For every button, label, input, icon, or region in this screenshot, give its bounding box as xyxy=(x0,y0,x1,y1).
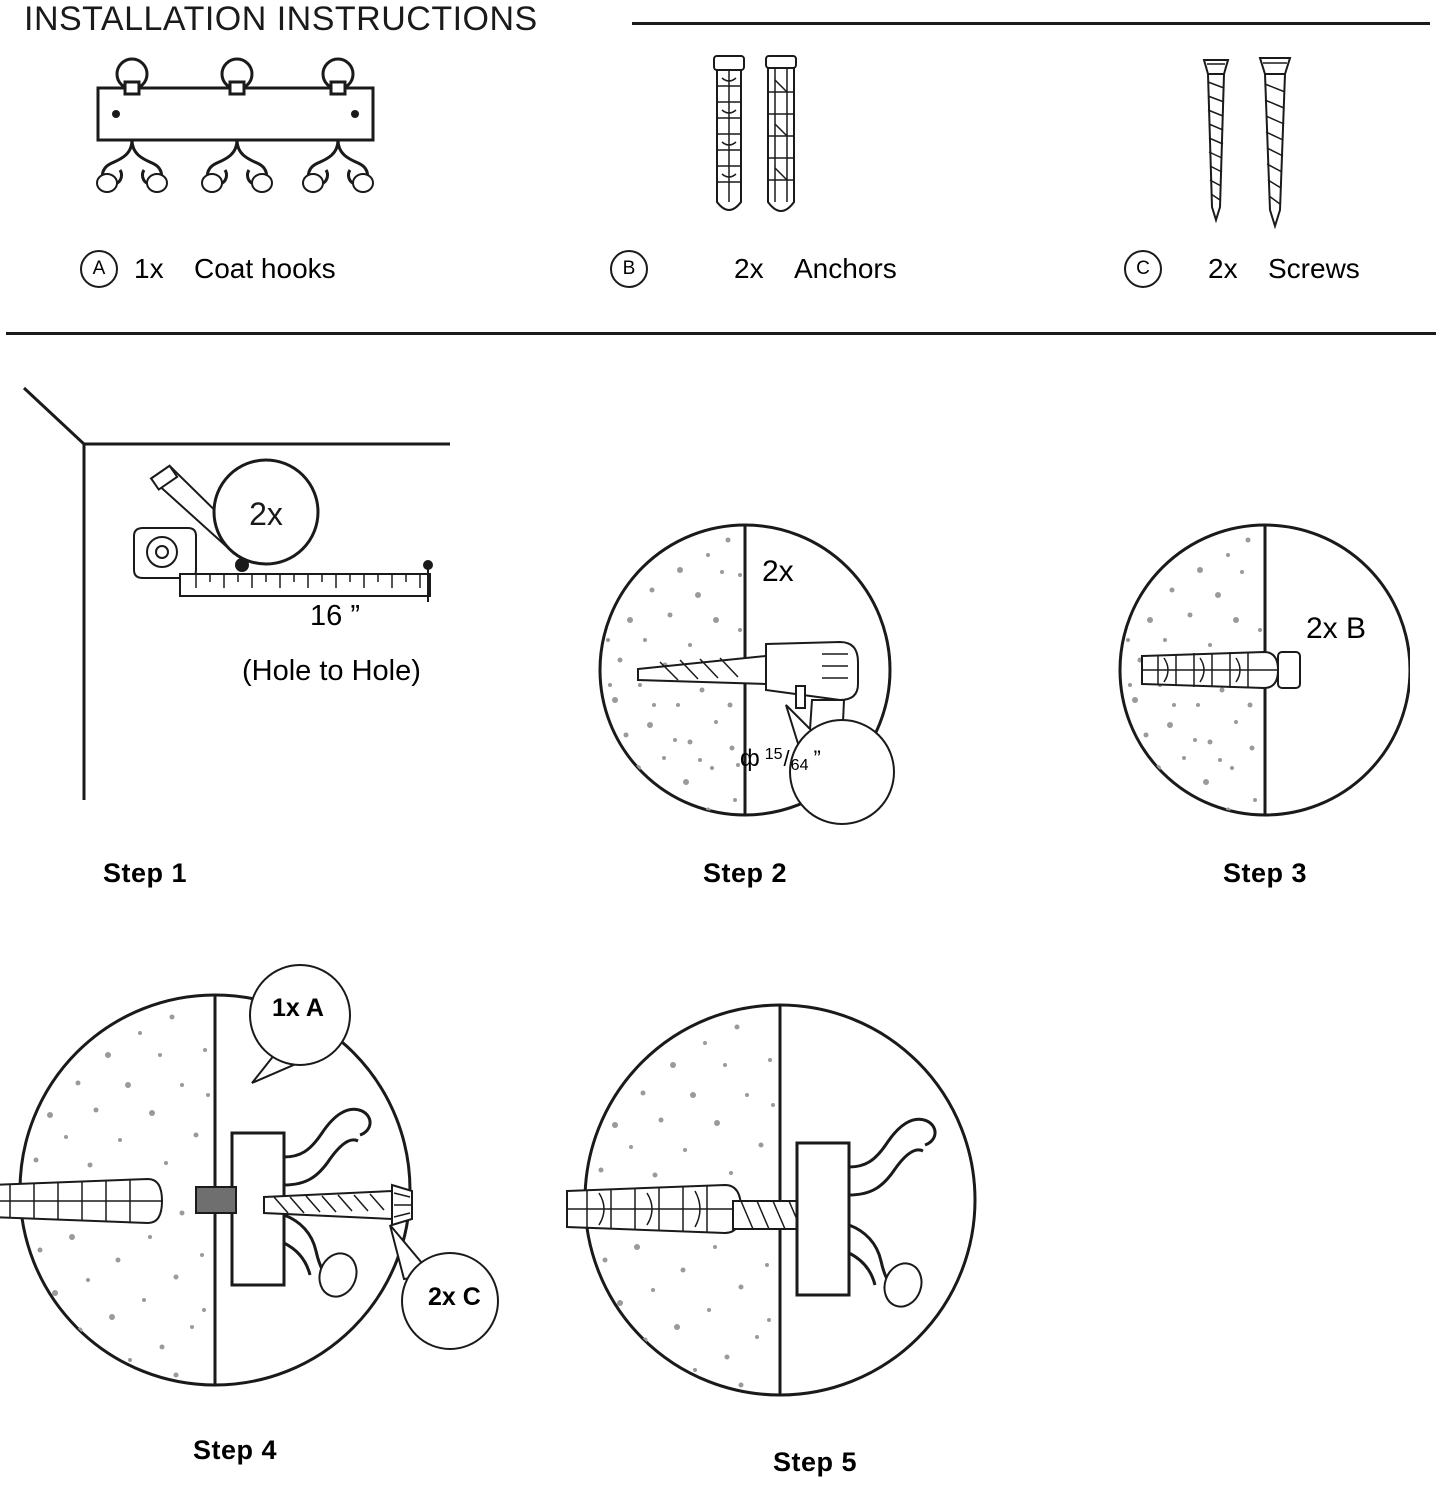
part-badge-b: B xyxy=(610,250,648,288)
section-divider xyxy=(6,332,1436,335)
part-qty-c: 2x xyxy=(1208,253,1238,284)
step-2-callout-count: 2x xyxy=(762,555,794,588)
coat-hook-rail-icon xyxy=(80,52,440,242)
step-5-caption: Step 5 xyxy=(772,1447,858,1477)
header xyxy=(0,0,1445,48)
wall-anchor-icon xyxy=(600,52,930,242)
step-4 xyxy=(0,955,540,1475)
part-qty-a: 1x xyxy=(134,253,164,284)
step-4-illustration xyxy=(0,955,540,1435)
step-1-callout-count: 2x xyxy=(249,496,283,532)
step-3-caption: Step 3 xyxy=(1222,858,1308,888)
step-3-illustration xyxy=(1110,500,1410,830)
step-3-callout: 2x B xyxy=(1306,612,1367,645)
screw-icon xyxy=(1120,52,1440,242)
drill-denominator: 64 xyxy=(790,757,809,774)
step-1-measure: 16 ” xyxy=(310,600,360,632)
diameter-symbol: ф xyxy=(740,745,760,772)
part-item-c xyxy=(1120,52,1440,312)
step-5-illustration xyxy=(565,985,1005,1435)
step-2-illustration xyxy=(590,500,910,840)
parts-list xyxy=(0,52,1445,312)
step-2-drill-size: ф 15 / 64 ” xyxy=(740,745,821,774)
part-item-a xyxy=(80,52,440,312)
step-1 xyxy=(10,360,480,920)
part-qty-b: 2x xyxy=(734,253,764,284)
part-label-a xyxy=(80,250,440,288)
step-4-callout-a: 1x A xyxy=(272,994,324,1022)
step-1-caption: Step 1 xyxy=(102,858,188,888)
part-label-c xyxy=(1120,250,1444,288)
step-3 xyxy=(1110,500,1410,920)
header-divider xyxy=(632,22,1430,25)
part-name-c: Screws xyxy=(1268,253,1360,284)
part-label-b xyxy=(600,250,940,288)
step-1-measure-note: (Hole to Hole) xyxy=(242,655,421,687)
part-name-b: Anchors xyxy=(794,253,897,284)
drill-numerator: 15 xyxy=(764,746,783,763)
step-5 xyxy=(565,985,1005,1485)
part-name-a: Coat hooks xyxy=(194,253,336,284)
step-2-caption: Step 2 xyxy=(702,858,788,888)
part-badge-a: A xyxy=(80,250,118,288)
page-title: INSTALLATION INSTRUCTIONS xyxy=(24,0,538,38)
step-4-callout-c: 2x C xyxy=(428,1283,481,1311)
part-item-b xyxy=(600,52,930,312)
step-1-illustration xyxy=(10,360,480,860)
part-badge-c: C xyxy=(1124,250,1162,288)
step-4-caption: Step 4 xyxy=(192,1435,278,1465)
step-2 xyxy=(590,500,890,920)
drill-unit: ” xyxy=(813,746,821,771)
